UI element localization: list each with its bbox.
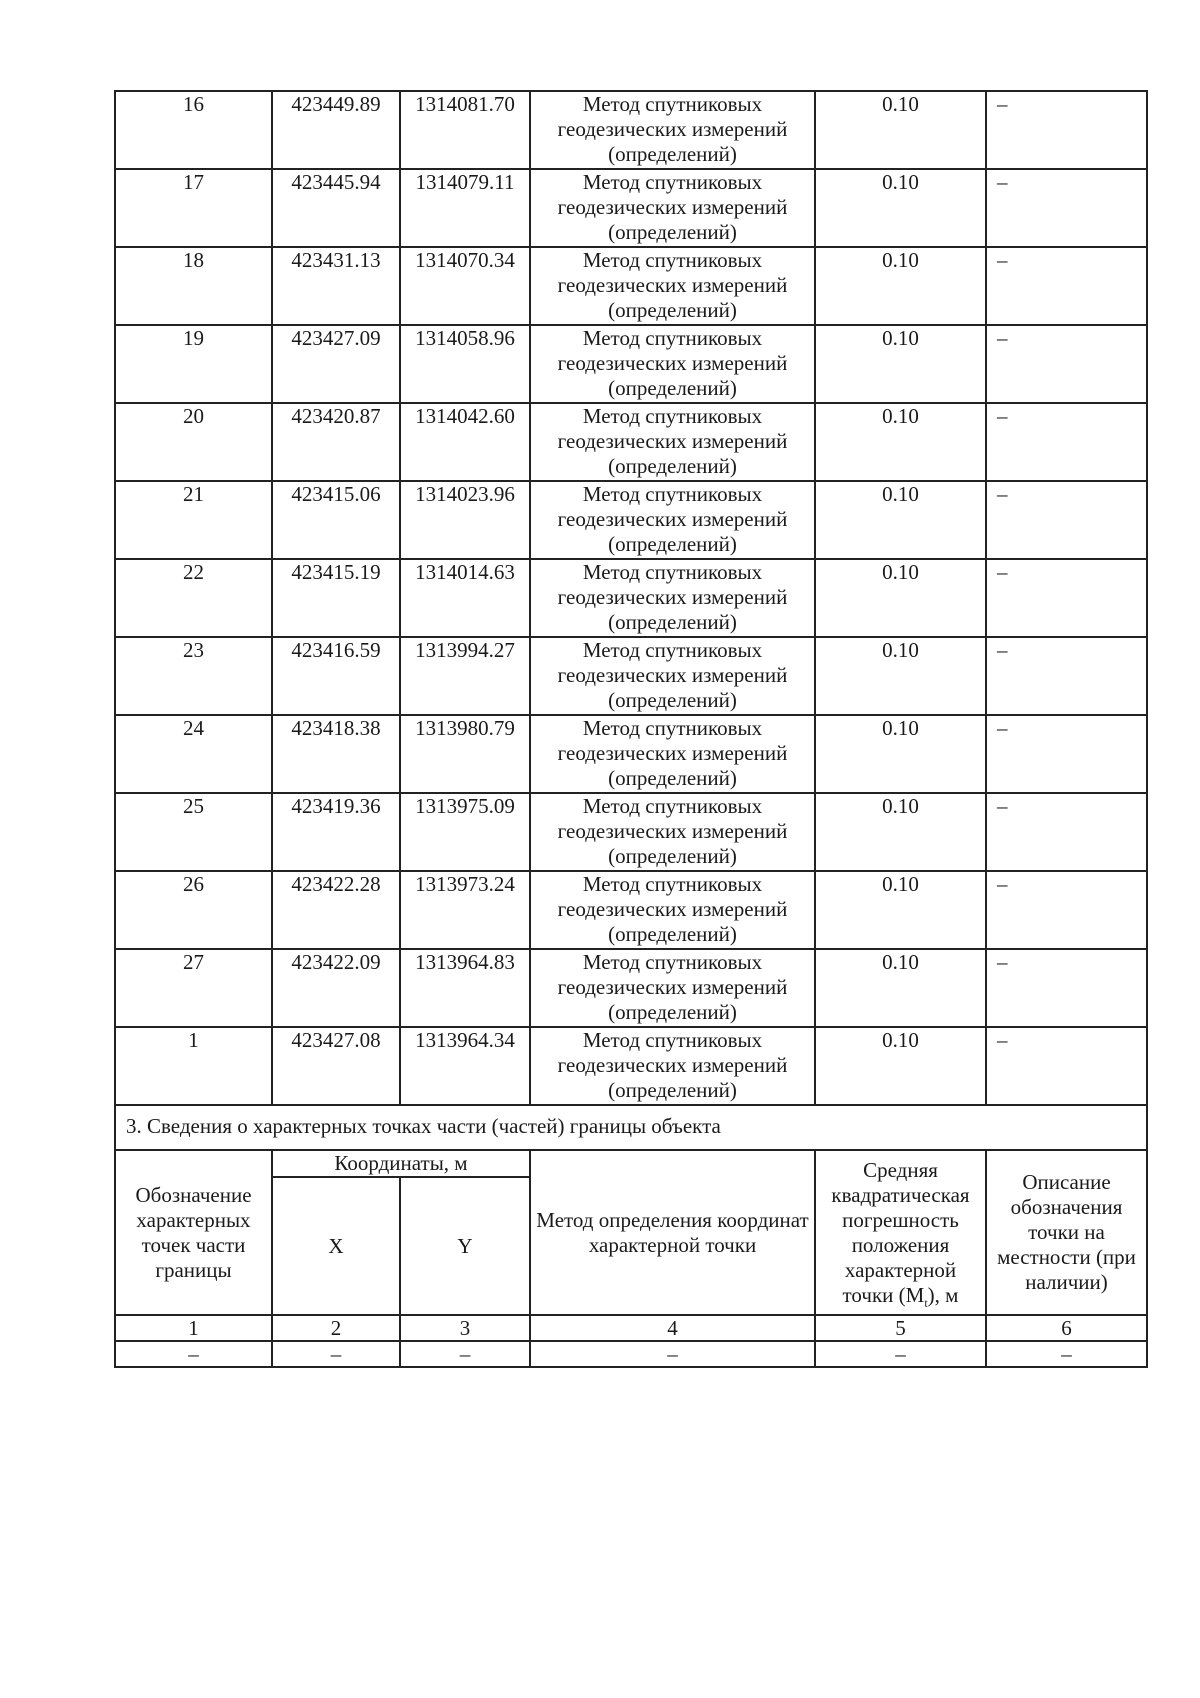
coordinate-x: 423427.09: [272, 325, 400, 403]
point-description: –: [986, 1027, 1147, 1105]
coordinate-y: 1313975.09: [400, 793, 530, 871]
point-description: –: [986, 481, 1147, 559]
error-value: 0.10: [815, 559, 986, 637]
points-table-body: [115, 91, 1147, 1105]
coordinate-y: 1313973.24: [400, 871, 530, 949]
header-method: Метод определения координат характерной точки: [530, 1150, 815, 1315]
point-number: 17: [115, 169, 272, 247]
method-cell: Метод спутниковых геодезических измерений (определений): [530, 559, 815, 637]
coordinate-x: 423449.89: [272, 91, 400, 169]
column-number: 4: [530, 1315, 815, 1341]
section-3: [115, 1105, 1147, 1367]
column-number: 6: [986, 1315, 1147, 1341]
header-designation: Обозначение характерных точек части границы: [115, 1150, 272, 1315]
point-number: 20: [115, 403, 272, 481]
coordinate-x: 423427.08: [272, 1027, 400, 1105]
method-cell: Метод спутниковых геодезических измерений (определений): [530, 91, 815, 169]
method-cell: Метод спутниковых геодезических измерений (определений): [530, 403, 815, 481]
coordinate-y: 1313980.79: [400, 715, 530, 793]
column-number: 1: [115, 1315, 272, 1341]
table-row: [115, 169, 1147, 247]
point-number: 27: [115, 949, 272, 1027]
point-number: 23: [115, 637, 272, 715]
coordinate-y: 1313964.83: [400, 949, 530, 1027]
error-value: 0.10: [815, 715, 986, 793]
point-number: 18: [115, 247, 272, 325]
point-number: 26: [115, 871, 272, 949]
table-row: [115, 559, 1147, 637]
coordinate-x: 423418.38: [272, 715, 400, 793]
error-value: 0.10: [815, 793, 986, 871]
error-value: 0.10: [815, 325, 986, 403]
method-cell: Метод спутниковых геодезических измерений (определений): [530, 325, 815, 403]
table-row: [115, 793, 1147, 871]
table-row: [115, 871, 1147, 949]
error-value: 0.10: [815, 1027, 986, 1105]
coordinate-y: 1313964.34: [400, 1027, 530, 1105]
coordinates-table: [114, 90, 1148, 1368]
point-description: –: [986, 169, 1147, 247]
error-value: 0.10: [815, 871, 986, 949]
error-value: 0.10: [815, 949, 986, 1027]
coordinate-x: 423431.13: [272, 247, 400, 325]
method-cell: Метод спутниковых геодезических измерений (определений): [530, 793, 815, 871]
header-error-unit: ), м: [927, 1282, 959, 1307]
error-value: 0.10: [815, 481, 986, 559]
point-description: –: [986, 403, 1147, 481]
coordinate-y: 1314081.70: [400, 91, 530, 169]
point-number: 16: [115, 91, 272, 169]
method-cell: Метод спутниковых геодезических измерений (определений): [530, 169, 815, 247]
coordinate-y: 1314079.11: [400, 169, 530, 247]
header-description: Описание обозначения точки на местности (при наличии): [986, 1150, 1147, 1315]
coordinate-y: 1314023.96: [400, 481, 530, 559]
coordinate-y: 1313994.27: [400, 637, 530, 715]
coordinate-x: 423422.28: [272, 871, 400, 949]
empty-data-row: [115, 1341, 1147, 1367]
point-number: 19: [115, 325, 272, 403]
empty-cell: –: [986, 1341, 1147, 1367]
column-number: 2: [272, 1315, 400, 1341]
table-row: [115, 91, 1147, 169]
method-cell: Метод спутниковых геодезических измерений (определений): [530, 1027, 815, 1105]
empty-cell: –: [115, 1341, 272, 1367]
section-3-title: 3. Сведения о характерных точках части (частей) границы объекта: [115, 1105, 1147, 1150]
coordinate-x: 423422.09: [272, 949, 400, 1027]
table-row: [115, 1027, 1147, 1105]
error-value: 0.10: [815, 169, 986, 247]
method-cell: Метод спутниковых геодезических измерений (определений): [530, 247, 815, 325]
coordinate-x: 423445.94: [272, 169, 400, 247]
point-description: –: [986, 247, 1147, 325]
empty-cell: –: [530, 1341, 815, 1367]
header-coordinates: Координаты, м: [272, 1150, 530, 1177]
table-row: [115, 247, 1147, 325]
coordinate-x: 423419.36: [272, 793, 400, 871]
column-numbers-row: [115, 1315, 1147, 1341]
coordinate-y: 1314042.60: [400, 403, 530, 481]
error-value: 0.10: [815, 247, 986, 325]
coordinate-x: 423416.59: [272, 637, 400, 715]
table-row: [115, 481, 1147, 559]
table-row: [115, 325, 1147, 403]
coordinate-y: 1314070.34: [400, 247, 530, 325]
point-description: –: [986, 559, 1147, 637]
coordinate-x: 423420.87: [272, 403, 400, 481]
error-value: 0.10: [815, 403, 986, 481]
point-description: –: [986, 793, 1147, 871]
point-description: –: [986, 871, 1147, 949]
point-number: 22: [115, 559, 272, 637]
method-cell: Метод спутниковых геодезических измерений (определений): [530, 871, 815, 949]
table-row: [115, 403, 1147, 481]
point-number: 24: [115, 715, 272, 793]
point-description: –: [986, 91, 1147, 169]
table-row: [115, 637, 1147, 715]
column-number: 3: [400, 1315, 530, 1341]
header-error-subscript: t: [924, 1295, 928, 1310]
column-number: 5: [815, 1315, 986, 1341]
empty-cell: –: [815, 1341, 986, 1367]
point-description: –: [986, 949, 1147, 1027]
table-row: [115, 715, 1147, 793]
point-number: 1: [115, 1027, 272, 1105]
method-cell: Метод спутниковых геодезических измерений (определений): [530, 637, 815, 715]
header-y: Y: [400, 1177, 530, 1315]
method-cell: Метод спутниковых геодезических измерений (определений): [530, 715, 815, 793]
empty-cell: –: [400, 1341, 530, 1367]
point-description: –: [986, 325, 1147, 403]
coordinate-x: 423415.19: [272, 559, 400, 637]
method-cell: Метод спутниковых геодезических измерений (определений): [530, 949, 815, 1027]
coordinate-y: 1314058.96: [400, 325, 530, 403]
point-number: 21: [115, 481, 272, 559]
error-value: 0.10: [815, 91, 986, 169]
coordinate-x: 423415.06: [272, 481, 400, 559]
error-value: 0.10: [815, 637, 986, 715]
point-number: 25: [115, 793, 272, 871]
table-row: [115, 949, 1147, 1027]
header-error: [815, 1150, 986, 1315]
header-x: X: [272, 1177, 400, 1315]
coordinate-y: 1314014.63: [400, 559, 530, 637]
header-error-text: Средняя квадратическая погрешность положения характерной точки (M: [831, 1157, 970, 1307]
method-cell: Метод спутниковых геодезических измерений (определений): [530, 481, 815, 559]
empty-cell: –: [272, 1341, 400, 1367]
point-description: –: [986, 637, 1147, 715]
point-description: –: [986, 715, 1147, 793]
